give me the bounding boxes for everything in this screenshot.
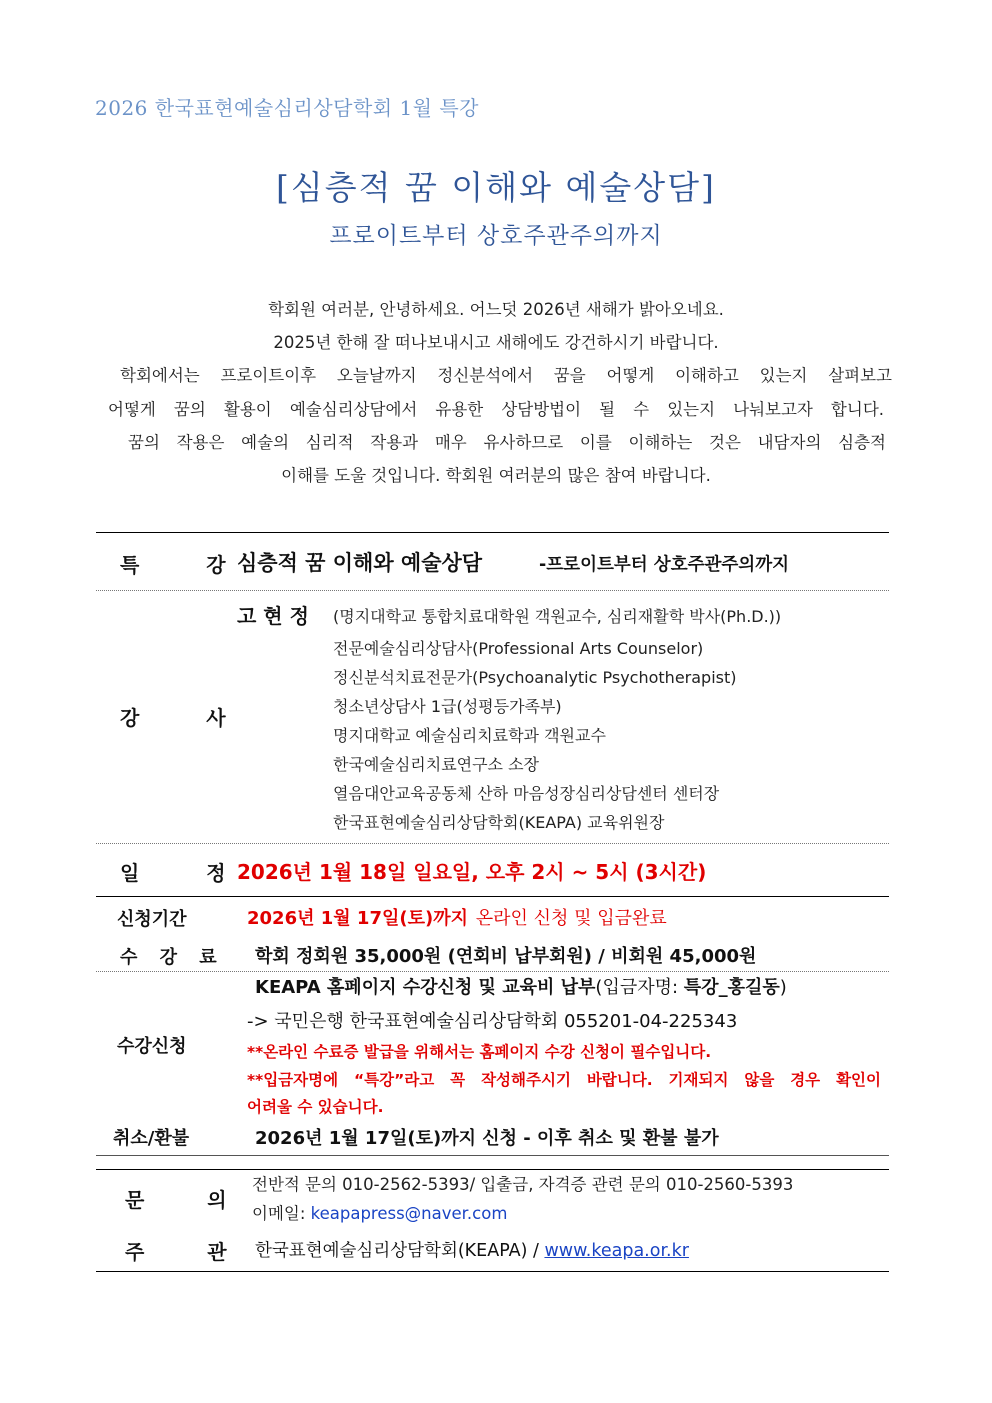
instructor-affiliation: (명지대학교 통합치료대학원 객원교수, 심리재활학 박사(Ph.D.))	[333, 607, 782, 626]
divider-schedule	[96, 896, 889, 897]
divider-lecture	[96, 590, 889, 591]
host-name: 한국표현예술심리상담학회(KEAPA) /	[255, 1241, 545, 1261]
intro-line-3: 학회에서는 프로이트이후 오늘날까지 정신분석에서 꿈을 어떻게 이해하고 있는지 살펴보고	[120, 366, 892, 385]
schedule-value: 2026년 1월 18일 일요일, 오후 2시 ~ 5시 (3시간)	[237, 860, 707, 884]
depositor-open: (입금자명:	[595, 977, 684, 998]
refund-policy: 2026년 1월 17일(토)까지 신청 - 이후 취소 및 환불 불가	[255, 1128, 719, 1149]
table-bottom-border	[96, 1271, 889, 1272]
divider-refund	[96, 1155, 889, 1156]
instructor-name: 고 현 정	[237, 604, 309, 628]
instructor-credential: 열음대안교육공동체 산하 마음성장심리상담센터 센터장	[333, 784, 720, 803]
contact-label: 문 의	[125, 1188, 255, 1212]
instructor-label: 강 사	[120, 706, 256, 730]
instructor-credential: 한국예술심리치료연구소 소장	[333, 755, 540, 774]
notice-certificate: **온라인 수료증 발급을 위해서는 홈페이지 수강 신청이 필수입니다.	[247, 1043, 712, 1061]
refund-label: 취소/환불	[113, 1128, 190, 1149]
intro-line-6: 이해를 도울 것입니다. 학회원 여러분의 많은 참여 바랍니다.	[281, 466, 711, 485]
table-top-border	[96, 532, 889, 533]
application-deadline: 2026년 1월 17일(토)까지	[247, 908, 468, 929]
depositor-close: )	[779, 977, 787, 998]
fee-value: 학회 정회원 35,000원 (연회비 납부회원) / 비회원 45,000원	[255, 946, 757, 967]
host-label: 주 관	[125, 1240, 255, 1264]
contact-phone: 전반적 문의 010-2562-5393/ 입출금, 자격증 관련 문의 010-2560-5393	[252, 1175, 794, 1194]
depositor-name-example: 특강_홍길동	[683, 977, 780, 998]
email-label: 이메일:	[252, 1204, 311, 1223]
notice-depositor: **입금자명에 “특강”라고 꼭 작성해주시기 바랍니다. 기재되지 않을 경우 확인이	[247, 1071, 881, 1089]
intro-line-5: 꿈의 작용은 예술의 심리적 작용과 매우 유사하므로 이를 이해하는 것은 내담자의 심층적	[128, 433, 886, 452]
instructor-credential: 정신분석치료전문가(Psychoanalytic Psychotherapist)	[333, 668, 737, 687]
instructor-credential: 한국표현예술심리상담학회(KEAPA) 교육위원장	[333, 813, 665, 832]
lecture-label: 특 강	[120, 553, 256, 577]
registration-instruction: KEAPA 홈페이지 수강신청 및 교육비 납부	[255, 977, 596, 998]
notice-depositor-cont: 어려울 수 있습니다.	[247, 1098, 384, 1116]
page-title: [심층적 꿈 이해와 예술상담]	[276, 168, 716, 207]
divider-instructor	[96, 843, 889, 844]
application-note: 온라인 신청 및 입금완료	[475, 908, 667, 929]
intro-line-1: 학회원 여러분, 안녕하세요. 어느덧 2026년 새해가 밝아오네요.	[268, 300, 724, 319]
top-label: 2026 한국표현예술심리상담학회 1월 특강	[95, 96, 479, 120]
lecture-subtitle: -프로이트부터 상호주관주의까지	[539, 555, 790, 575]
website-link[interactable]: www.keapa.or.kr	[544, 1241, 689, 1261]
divider-contact	[96, 1169, 889, 1170]
fee-label: 수 강 료	[120, 947, 225, 968]
registration-label: 수강신청	[117, 1036, 187, 1057]
intro-line-4: 어떻게 꿈의 활용이 예술심리상담에서 유용한 상담방법이 될 수 있는지 나눠보고자 합니다.	[108, 400, 884, 419]
email-link[interactable]: keapapress@naver.com	[310, 1204, 508, 1223]
intro-line-2: 2025년 한해 잘 떠나보내시고 새해에도 강건하시기 바랍니다.	[273, 333, 719, 352]
lecture-title: 심층적 꿈 이해와 예술상담	[237, 551, 483, 575]
bank-account-line: -> 국민은행 한국표현예술심리상담학회 055201-04-225343	[247, 1011, 738, 1032]
instructor-credential: 전문예술심리상담사(Professional Arts Counselor)	[333, 639, 704, 658]
instructor-credential: 명지대학교 예술심리치료학과 객원교수	[333, 726, 606, 745]
page-subtitle: 프로이트부터 상호주관주의까지	[329, 223, 663, 249]
application-period-label: 신청기간	[117, 909, 187, 930]
schedule-label: 일 정	[120, 861, 256, 885]
divider-fee	[96, 971, 889, 972]
instructor-credential: 청소년상담사 1급(성평등가족부)	[333, 697, 562, 716]
